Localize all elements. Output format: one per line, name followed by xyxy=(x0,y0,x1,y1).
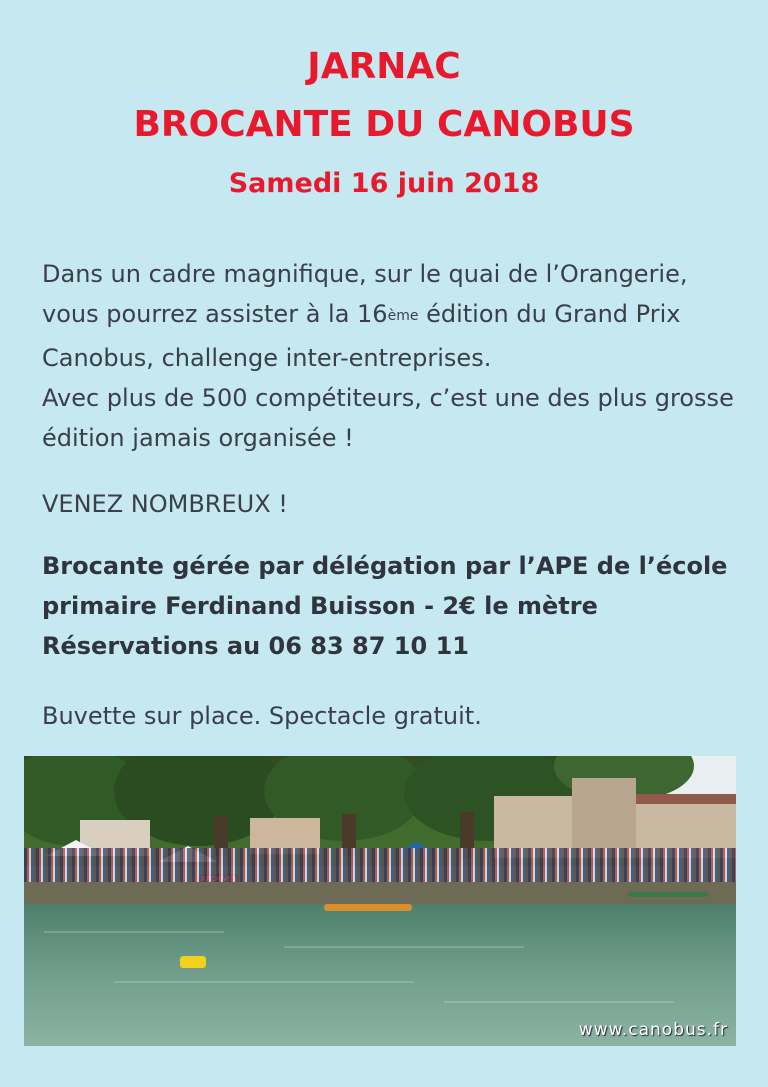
event-date: Samedi 16 juin 2018 xyxy=(228,168,540,199)
intro-text-3: Avec plus de 500 compétiteurs, c’est une des plus grosse édition jamais organisée ! xyxy=(42,384,734,452)
water-ripple xyxy=(114,981,414,983)
event-title: BROCANTE DU CANOBUS xyxy=(133,104,635,145)
yellow-buoy xyxy=(180,956,206,968)
building-roof xyxy=(636,794,736,804)
crowd xyxy=(24,848,736,884)
town-title: JARNAC xyxy=(307,46,461,87)
ordinal-suffix: ème xyxy=(387,308,419,324)
organizer-info xyxy=(42,546,742,666)
canoe xyxy=(628,892,708,897)
water-ripple xyxy=(444,1001,674,1003)
intro-paragraph xyxy=(42,254,742,458)
water-ripple xyxy=(284,946,524,948)
reservation-phone: Réservations au 06 83 87 10 11 xyxy=(42,632,469,660)
water-ripple xyxy=(44,931,224,933)
photo-watermark: www.canobus.fr xyxy=(578,1020,728,1040)
intro-text-1: Dans un cadre magnifique, sur le quai de l’Orangerie, vous pourrez assister à la 16 xyxy=(42,260,688,328)
refreshments-note: Buvette sur place. Spectacle gratuit. xyxy=(42,702,482,730)
building-pavilion xyxy=(572,778,636,858)
intro-text-2: édition du Grand Prix Canobus, challenge inter-entreprises. xyxy=(42,300,681,372)
canoe xyxy=(324,904,412,911)
call-to-action: VENEZ NOMBREUX ! xyxy=(42,490,288,518)
event-photo xyxy=(24,756,736,1046)
organizer-text: Brocante gérée par délégation par l’APE de l’école primaire Ferdinand Buisson - 2€ le mètre xyxy=(42,552,728,620)
